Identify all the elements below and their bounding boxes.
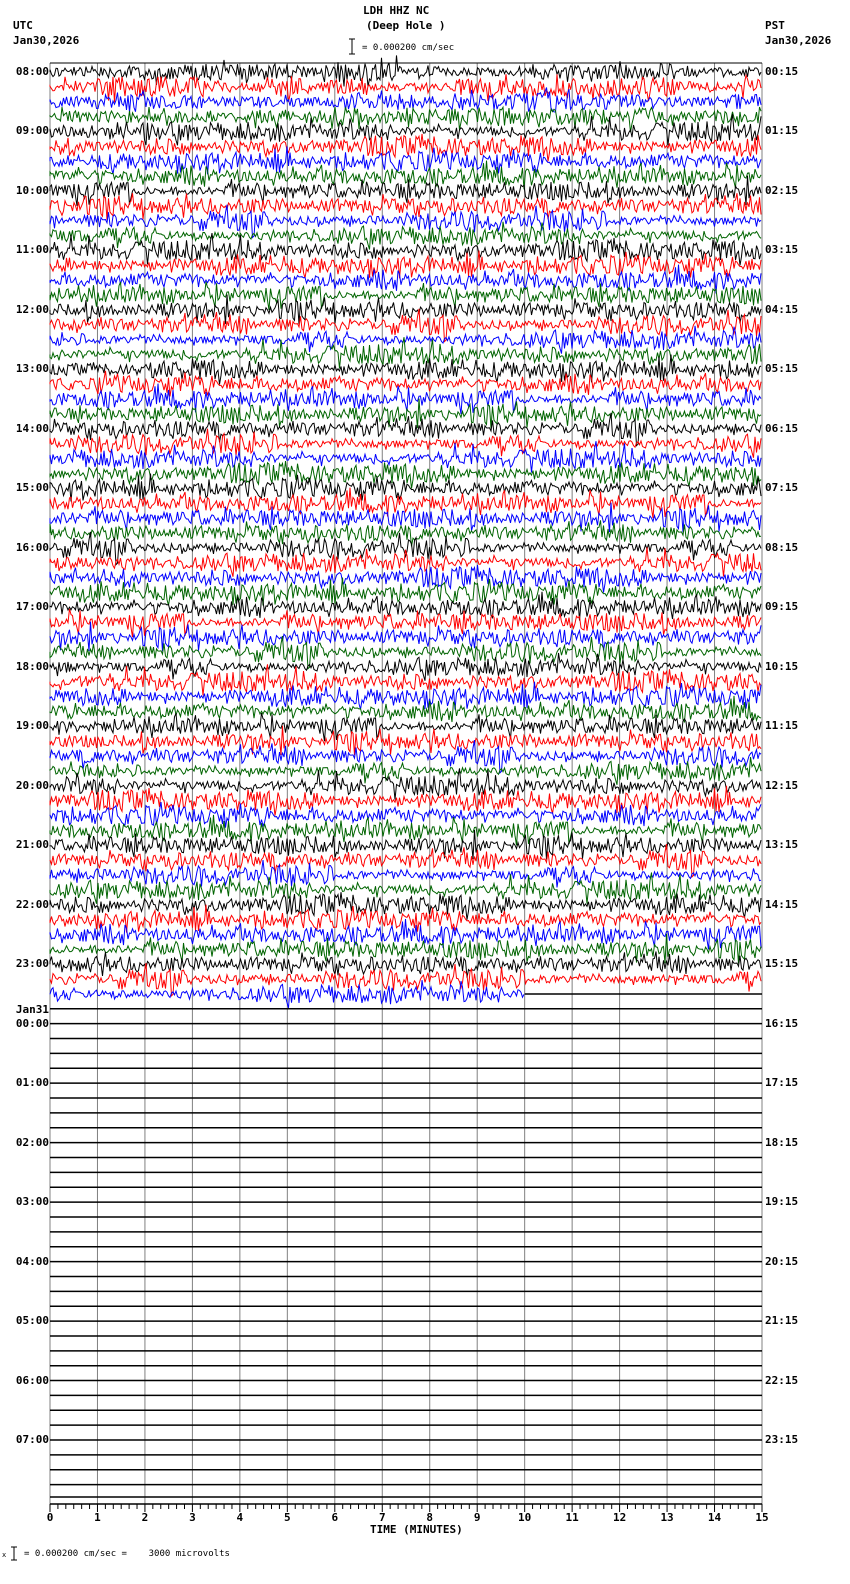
utc-hour-label: 23:00 xyxy=(15,957,49,971)
pst-hour-label: 17:15 xyxy=(765,1076,799,1090)
x-tick-label: 15 xyxy=(755,1511,769,1524)
pst-hour-label: 22:15 xyxy=(765,1373,799,1387)
pst-hour-label: 12:15 xyxy=(765,778,799,792)
x-tick-label: 5 xyxy=(284,1511,291,1524)
utc-hour-label: 02:00 xyxy=(15,1135,49,1149)
utc-hour-label: 06:00 xyxy=(15,1373,49,1387)
utc-hour-label: 17:00 xyxy=(15,600,49,614)
utc-hour-label: 18:00 xyxy=(15,659,49,673)
pst-hour-label: 00:15 xyxy=(765,65,799,78)
pst-hour-label: 16:15 xyxy=(765,1016,799,1030)
pst-hour-label: 03:15 xyxy=(765,243,799,257)
x-tick-label: 9 xyxy=(473,1511,481,1524)
pst-hour-label: 15:15 xyxy=(765,957,799,971)
utc-hour-label: 15:00 xyxy=(15,481,49,495)
utc-hour-label: 19:00 xyxy=(15,719,49,733)
utc-hour-label: 22:00 xyxy=(15,897,49,911)
x-tick-label: 13 xyxy=(660,1511,674,1524)
pst-hour-label: 08:15 xyxy=(765,540,799,554)
scale-text: = 0.000200 cm/sec xyxy=(362,43,455,53)
pst-hour-label: 06:15 xyxy=(765,421,799,435)
utc-hour-label: 08:00 xyxy=(15,65,49,78)
utc-hour-label: 20:00 xyxy=(15,778,49,792)
utc-hour-label: 01:00 xyxy=(15,1076,49,1090)
right-timezone: PST xyxy=(765,19,785,32)
station-title: LDH HHZ NC xyxy=(363,4,430,17)
utc-hour-label: 03:00 xyxy=(15,1195,49,1209)
left-date: Jan30,2026 xyxy=(13,34,80,47)
pst-hour-label: 14:15 xyxy=(765,897,799,911)
pst-hour-label: 02:15 xyxy=(765,183,799,197)
x-axis-title: TIME (MINUTES) xyxy=(370,1523,463,1536)
utc-hour-label: 00:00 xyxy=(15,1016,49,1030)
x-tick-label: 4 xyxy=(236,1511,244,1524)
x-tick-label: 11 xyxy=(565,1511,579,1524)
station-location: (Deep Hole ) xyxy=(366,19,446,32)
x-tick-label: 8 xyxy=(426,1511,434,1524)
x-tick-label: 0 xyxy=(46,1511,54,1524)
x-tick-label: 3 xyxy=(189,1511,196,1524)
pst-hour-label: 13:15 xyxy=(765,838,799,852)
pst-hour-label: 01:15 xyxy=(765,124,799,138)
pst-hour-label: 19:15 xyxy=(765,1195,799,1209)
pst-hour-label: 18:15 xyxy=(765,1135,799,1149)
pst-hour-label: 05:15 xyxy=(765,362,799,376)
x-tick-label: 1 xyxy=(94,1511,101,1524)
pst-hour-label: 23:15 xyxy=(765,1433,799,1447)
x-tick-label: 7 xyxy=(378,1511,386,1524)
utc-hour-label: 12:00 xyxy=(15,302,49,316)
utc-hour-label: 11:00 xyxy=(15,243,49,257)
x-tick-label: 10 xyxy=(518,1511,532,1524)
footer-scale-bar-icon xyxy=(9,1545,19,1563)
pst-hour-label: 21:15 xyxy=(765,1314,799,1328)
pst-hour-label: 11:15 xyxy=(765,719,799,733)
utc-hour-label: 13:00 xyxy=(15,362,49,376)
pst-hour-label: 09:15 xyxy=(765,600,799,614)
utc-hour-label: 04:00 xyxy=(15,1254,49,1268)
x-tick-label: 14 xyxy=(707,1511,722,1524)
utc-hour-label: 07:00 xyxy=(15,1433,49,1447)
footer-scale-prefix: x xyxy=(2,1551,7,1559)
utc-hour-label: 09:00 xyxy=(15,124,49,138)
x-tick-label: 6 xyxy=(331,1511,339,1524)
right-date: Jan30,2026 xyxy=(765,34,832,47)
pst-hour-label: 20:15 xyxy=(765,1254,799,1268)
left-timezone: UTC xyxy=(13,19,33,32)
pst-hour-label: 04:15 xyxy=(765,302,799,316)
date-change-label: Jan31 xyxy=(15,1002,49,1016)
pst-hour-label: 07:15 xyxy=(765,481,799,495)
utc-hour-label: 21:00 xyxy=(15,838,49,852)
utc-hour-label: 10:00 xyxy=(15,183,49,197)
utc-hour-label: 05:00 xyxy=(15,1314,49,1328)
utc-hour-label: 14:00 xyxy=(15,421,49,435)
x-tick-label: 2 xyxy=(141,1511,149,1524)
x-tick-label: 12 xyxy=(612,1511,627,1524)
utc-hour-label: 16:00 xyxy=(15,540,49,554)
pst-hour-label: 10:15 xyxy=(765,659,799,673)
footer-scale-text: = 0.000200 cm/sec = 3000 microvolts xyxy=(24,1549,230,1559)
